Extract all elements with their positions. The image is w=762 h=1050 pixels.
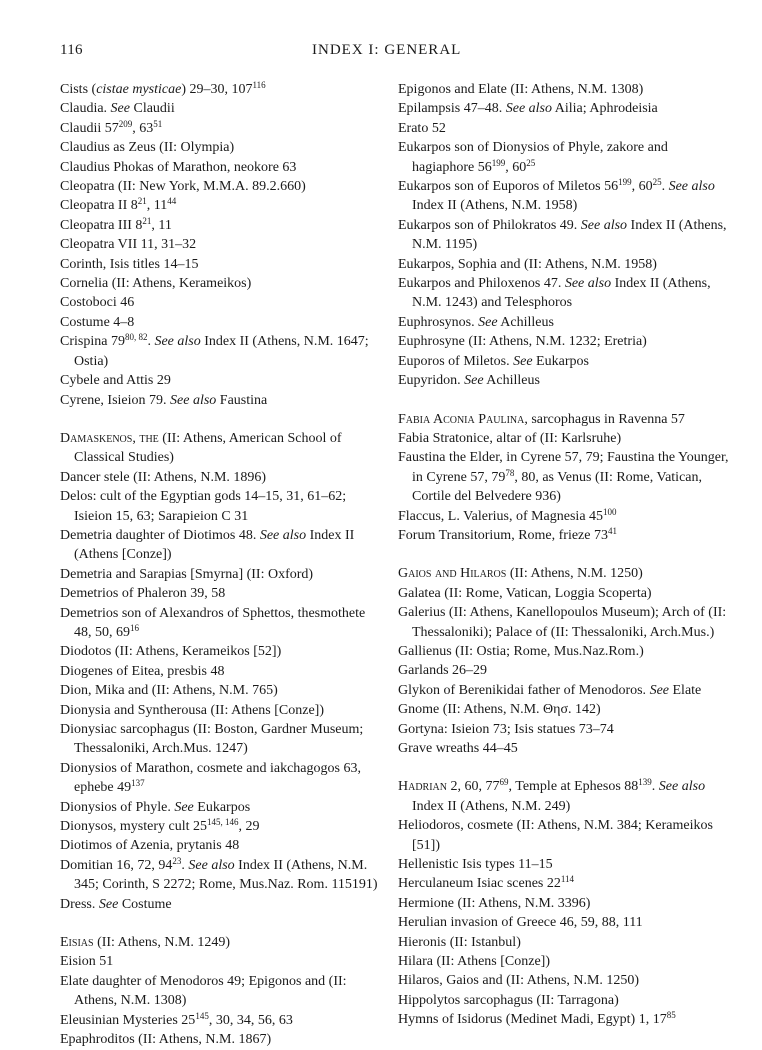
entry-text: Demetria daughter of Diotimos 48.	[60, 527, 260, 543]
cross-reference: See also	[580, 217, 628, 233]
index-entry	[60, 138, 380, 157]
entry-text: Demetrios son of Alexandros of Sphettos, thesmothete 48, 50, 69	[60, 605, 366, 640]
index-entry	[398, 584, 730, 603]
index-entry	[398, 603, 730, 642]
footnote-reference: 137	[131, 778, 145, 789]
cross-reference: See	[174, 799, 194, 815]
entry-text: Cornelia (II: Athens, Kerameikos)	[60, 276, 252, 292]
index-entry	[60, 1030, 380, 1049]
entry-text: , 11	[146, 198, 168, 214]
entry-text: 2, 60, 77	[447, 779, 500, 795]
index-entry	[398, 80, 730, 99]
entry-text: Gnome (II: Athens, N.M. Θησ. 142)	[398, 702, 601, 718]
index-entry	[60, 604, 380, 643]
entry-text: Index II (Athens, N.M. 1243) and Telesphoros	[412, 276, 711, 311]
cross-reference: See	[464, 373, 484, 389]
running-head	[60, 38, 730, 64]
entry-text: .	[651, 779, 659, 795]
section-gap	[398, 391, 730, 410]
cross-reference: See also	[259, 527, 307, 543]
entry-text: Dionysiac sarcophagus (II: Boston, Gardner Museum; Thessaloniki, Arch.Mus. 1247)	[60, 722, 364, 757]
page-number: 116	[60, 42, 83, 58]
entry-text: .	[661, 179, 669, 195]
index-entry	[398, 216, 730, 255]
entry-text: ) 29–30, 107	[181, 82, 253, 97]
index-entry	[398, 564, 730, 583]
entry-text: Index II (Athens, N.M. 1647; Ostia)	[74, 334, 369, 369]
section-gap	[398, 545, 730, 564]
entry-text: , 63	[132, 120, 154, 136]
footnote-reference: 44	[167, 196, 177, 207]
entry-text: , 80, as Venus (II: Rome, Vatican, Cortile del Belvedere 936)	[412, 469, 703, 505]
index-entry	[60, 681, 380, 700]
index-entry	[60, 952, 380, 971]
footnote-reference: 116	[252, 80, 266, 90]
index-entry	[398, 429, 730, 448]
entry-text: Herculaneum Isiac scenes 22	[398, 876, 561, 892]
index-entry	[398, 448, 730, 506]
index-entry	[398, 274, 730, 313]
cross-reference: See also	[170, 392, 217, 408]
entry-text: Gallienus (II: Ostia; Rome, Mus.Naz.Rom.)	[398, 643, 644, 659]
entry-text: Claudii	[129, 101, 175, 117]
entry-text: Demetrios of Phaleron 39, 58	[60, 586, 226, 602]
index-entry	[398, 332, 730, 351]
footnote-reference: 114	[560, 874, 575, 885]
entry-text: Dancer stele (II: Athens, N.M. 1896)	[60, 469, 267, 485]
footnote-reference: 41	[608, 525, 617, 536]
index-entry	[60, 119, 380, 138]
entry-text: Euphrosynos.	[398, 314, 479, 330]
footnote-reference: 25	[652, 177, 662, 188]
entry-text: , 60	[631, 179, 653, 195]
entry-text: Cists (	[60, 82, 97, 97]
entry-text: , Temple at Ephesos 88	[508, 779, 639, 795]
entry-text: Epaphroditos (II: Athens, N.M. 1867)	[60, 1032, 272, 1048]
entry-text: Eukarpos	[532, 353, 589, 369]
cross-reference: See also	[505, 101, 552, 117]
entry-text: Ailia; Aphrodeisia	[552, 101, 658, 117]
index-entry	[60, 856, 380, 895]
index-entry	[60, 933, 380, 952]
entry-text: , 60	[505, 159, 527, 175]
index-entry	[60, 1011, 380, 1030]
entry-text: Fabia Stratonice, altar of (II: Karlsruhe)	[398, 430, 622, 446]
entry-text: Achilleus	[497, 314, 554, 330]
footnote-reference: 23	[172, 855, 182, 866]
section-lead-term: Gaios and Hilaros	[398, 566, 507, 582]
footnote-reference: 85	[666, 1010, 676, 1021]
index-entry	[398, 720, 730, 739]
cross-reference: See	[478, 314, 498, 330]
entry-text: Eupyridon.	[398, 373, 465, 389]
entry-text: Flaccus, L. Valerius, of Magnesia 45	[398, 508, 604, 524]
entry-text: Grave wreaths 44–45	[398, 741, 518, 756]
entry-text: Diodotos (II: Athens, Kerameikos [52])	[60, 644, 282, 660]
footnote-reference: 21	[137, 196, 147, 207]
index-entry	[60, 895, 380, 914]
entry-text: Eleusinian Mysteries 25	[60, 1012, 196, 1028]
index-entry	[60, 429, 380, 468]
running-title: INDEX I: GENERAL	[312, 42, 462, 58]
entry-text: Faustina	[216, 392, 268, 408]
index-entry	[60, 662, 380, 681]
index-entry	[398, 1010, 730, 1029]
footnote-reference: 199	[491, 157, 506, 168]
cross-reference: See	[110, 101, 130, 117]
index-entry	[398, 119, 730, 138]
index-entry	[398, 816, 730, 855]
entry-text: Diotimos of Azenia, prytanis 48	[60, 838, 240, 854]
index-entry	[398, 777, 730, 816]
entry-text: Hellenistic Isis types 11–15	[398, 857, 553, 873]
footnote-reference: 69	[499, 777, 509, 788]
entry-text: Dress.	[60, 896, 99, 912]
index-entry	[398, 642, 730, 661]
footnote-reference: 139	[638, 777, 652, 788]
entry-text: Elate	[669, 682, 702, 698]
entry-text: (II: Athens, N.M. 1250)	[506, 566, 643, 582]
entry-text: , 30, 34, 56, 63	[208, 1012, 293, 1028]
index-entry	[398, 855, 730, 874]
index-entry	[60, 391, 380, 410]
section-lead-term: Fabia Aconia Paulina	[398, 411, 525, 427]
footnote-reference: 25	[526, 157, 536, 168]
entry-text: Epigonos and Elate (II: Athens, N.M. 1308)	[398, 82, 644, 97]
index-entry	[398, 138, 730, 177]
index-entry	[60, 584, 380, 603]
section-gap	[398, 758, 730, 777]
entry-text: Galerius (II: Athens, Kanellopoulos Museum); Arch of (II: Thessaloniki); Palace of (II: Thessaloniki, Arch.Mus.)	[398, 605, 727, 640]
index-entry	[60, 798, 380, 817]
index-entry	[398, 410, 730, 429]
cross-reference: See	[98, 896, 119, 912]
index-entry	[60, 80, 380, 99]
index-entry	[398, 971, 730, 990]
index-entry	[60, 371, 380, 390]
index-entry	[398, 700, 730, 719]
index-entry	[398, 894, 730, 913]
entry-text: Diogenes of Eitea, presbis 48	[60, 663, 225, 679]
cross-reference: See also	[564, 276, 612, 292]
entry-text: Hilara (II: Athens [Conze])	[398, 954, 550, 970]
entry-text: Dionysios of Phyle.	[60, 799, 175, 815]
index-entry	[398, 99, 730, 118]
entry-text: Dionysia and Syntherousa (II: Athens [Conze])	[60, 702, 324, 718]
entry-text: , 29	[238, 819, 260, 835]
cross-reference: See also	[154, 334, 201, 350]
cross-reference: See	[649, 682, 669, 698]
index-entry	[60, 255, 380, 274]
entry-text: .	[147, 334, 155, 350]
index-entry	[398, 661, 730, 680]
section-gap	[60, 410, 380, 429]
entry-text: Eukarpos and Philoxenos 47.	[398, 276, 565, 292]
entry-text: Costoboci 46	[60, 295, 135, 311]
index-entry	[398, 352, 730, 371]
entry-text: Delos: cult of the Egyptian gods 14–15, 31, 61–62; Isieion 15, 63; Sarapieion C 31	[60, 489, 347, 524]
entry-text: Cyrene, Isieion 79.	[60, 392, 171, 408]
cross-reference: cistae mysticae	[96, 82, 182, 97]
entry-text: Index II (Athens, N.M. 249)	[412, 798, 571, 814]
index-entry	[398, 913, 730, 932]
entry-text: Faustina the Elder, in Cyrene 57, 79; Faustina the Younger, in Cyrene 57, 79	[398, 450, 729, 485]
index-entry	[60, 836, 380, 855]
section-lead-term: Damaskenos, the	[60, 430, 159, 446]
entry-text: .	[181, 857, 189, 873]
entry-text: Claudia.	[60, 101, 111, 117]
index-page	[60, 38, 730, 1048]
index-entry	[60, 293, 380, 312]
index-entry	[398, 255, 730, 274]
entry-text: Garlands 26–29	[398, 663, 488, 679]
index-entry	[60, 235, 380, 254]
entry-text: Eukarpos son of Philokratos 49.	[398, 217, 581, 233]
index-entry	[398, 177, 730, 216]
index-entry	[398, 952, 730, 971]
index-entry	[60, 216, 380, 235]
index-entry	[60, 158, 380, 177]
footnote-reference: 16	[130, 622, 139, 633]
entry-text: Epilampsis 47–48.	[398, 101, 506, 117]
index-entry	[60, 99, 380, 118]
entry-text: Eukarpos, Sophia and (II: Athens, N.M. 1958)	[398, 256, 657, 272]
entry-text: Domitian 16, 72, 94	[60, 857, 173, 873]
entry-text: Cleopatra III 8	[60, 217, 143, 233]
footnote-reference: 145, 146	[207, 817, 239, 828]
entry-text: Forum Transitorium, Rome, frieze 73	[398, 527, 608, 543]
entry-text: Eukarpos son of Euporos of Miletos 56	[398, 179, 619, 195]
footnote-reference: 100	[603, 506, 617, 517]
index-entry	[398, 874, 730, 893]
entry-text: Eukarpos son of Dionysios of Phyle, zakore and hagiaphore 56	[398, 140, 668, 175]
entry-text: Index II (Athens, N.M. 1958)	[412, 198, 578, 214]
cross-reference: See also	[668, 179, 715, 195]
entry-text: Eision 51	[60, 954, 114, 970]
entry-text: Index II (Athens, N.M. 1195)	[412, 217, 727, 253]
entry-text: (II: Athens, N.M. 1249)	[93, 935, 231, 951]
footnote-reference: 78	[505, 467, 515, 478]
entry-text: Hilaros, Gaios and (II: Athens, N.M. 1250)	[398, 973, 640, 989]
right-column	[398, 80, 730, 1030]
entry-text: Index II (Athens [Conze])	[74, 527, 355, 563]
entry-text: Demetria and Sarapias [Smyrna] (II: Oxford)	[60, 566, 314, 582]
index-entry	[60, 177, 380, 196]
index-entry	[60, 526, 380, 565]
footnote-reference: 51	[153, 118, 163, 129]
index-entry	[398, 313, 730, 332]
entry-text: Erato 52	[398, 120, 446, 136]
footnote-reference: 80, 82	[124, 332, 148, 343]
index-entry	[398, 681, 730, 700]
footnote-reference: 199	[618, 177, 632, 188]
entry-text: Cybele and Attis 29	[60, 373, 171, 389]
entry-text: Claudius as Zeus (II: Olympia)	[60, 140, 235, 156]
index-entry	[398, 371, 730, 390]
index-entry	[398, 507, 730, 526]
entry-text: Glykon of Berenikidai father of Menodoros.	[398, 682, 650, 698]
index-entry	[60, 642, 380, 661]
section-lead-term: Hadrian	[398, 779, 447, 795]
entry-text: Eukarpos	[193, 799, 251, 815]
index-entry	[398, 991, 730, 1010]
entry-text: Crispina 79	[60, 334, 125, 350]
entry-text: (II: Athens, American School of Classical Studies)	[74, 430, 342, 466]
entry-text: Achilleus	[483, 373, 540, 389]
index-entry	[60, 972, 380, 1011]
left-column	[60, 80, 380, 1050]
entry-text: Galatea (II: Rome, Vatican, Loggia Scoperta)	[398, 585, 652, 601]
entry-text: Gortyna: Isieion 73; Isis statues 73–74	[398, 721, 614, 737]
entry-text: Costume	[118, 896, 172, 912]
index-entry	[60, 468, 380, 487]
index-entry	[60, 720, 380, 759]
cross-reference: See	[513, 353, 533, 369]
index-entry	[60, 332, 380, 371]
entry-text: Dionysos, mystery cult 25	[60, 819, 207, 835]
index-entry	[60, 487, 380, 526]
entry-text: Corinth, Isis titles 14–15	[60, 256, 199, 272]
entry-text: Herulian invasion of Greece 46, 59, 88, 111	[398, 915, 643, 931]
entry-text: Heliodoros, cosmete (II: Athens, N.M. 384; Kerameikos [51])	[398, 818, 713, 853]
entry-text: Elate daughter of Menodoros 49; Epigonos and (II: Athens, N.M. 1308)	[60, 973, 347, 1009]
cross-reference: See also	[658, 779, 706, 795]
entry-text: Costume 4–8	[60, 314, 135, 330]
entry-text: Hippolytos sarcophagus (II: Tarragona)	[398, 992, 619, 1008]
entry-text: Index II (Athens, N.M. 345; Corinth, S 2272; Rome, Mus.Naz. Rom. 115191)	[74, 857, 378, 893]
footnote-reference: 21	[142, 215, 152, 226]
section-lead-term: Eisias	[60, 935, 94, 951]
index-entry	[60, 701, 380, 720]
section-gap	[60, 914, 380, 933]
cross-reference: See also	[188, 857, 235, 873]
entry-text: Cleopatra II 8	[60, 198, 138, 214]
entry-text: Hieronis (II: Istanbul)	[398, 934, 521, 950]
entry-text: Hymns of Isidorus (Medinet Madi, Egypt) 1, 17	[398, 1012, 667, 1028]
entry-text: Cleopatra VII 11, 31–32	[60, 237, 197, 253]
index-entry	[398, 933, 730, 952]
entry-text: , 11	[151, 217, 172, 233]
index-entry	[60, 759, 380, 798]
entry-text: Euphrosyne (II: Athens, N.M. 1232; Eretria)	[398, 334, 647, 350]
index-entry	[60, 565, 380, 584]
entry-text: Dionysios of Marathon, cosmete and iakchagogos 63, ephebe 49	[60, 760, 361, 796]
index-entry	[60, 274, 380, 293]
entry-text: Dion, Mika and (II: Athens, N.M. 765)	[60, 683, 278, 699]
index-entry	[60, 817, 380, 836]
entry-text: Hermione (II: Athens, N.M. 3396)	[398, 895, 591, 911]
footnote-reference: 209	[118, 118, 133, 129]
entry-text: Claudii 57	[60, 120, 119, 136]
index-entry	[60, 196, 380, 215]
index-entry	[60, 313, 380, 332]
entry-text: Euporos of Miletos.	[398, 353, 514, 369]
index-entry	[398, 739, 730, 758]
footnote-reference: 145	[195, 1010, 209, 1021]
entry-text: Cleopatra (II: New York, M.M.A. 89.2.660)	[60, 179, 306, 195]
entry-text: Claudius Phokas of Marathon, neokore 63	[60, 159, 297, 175]
index-entry	[398, 526, 730, 545]
entry-text: , sarcophagus in Ravenna 57	[524, 411, 685, 427]
